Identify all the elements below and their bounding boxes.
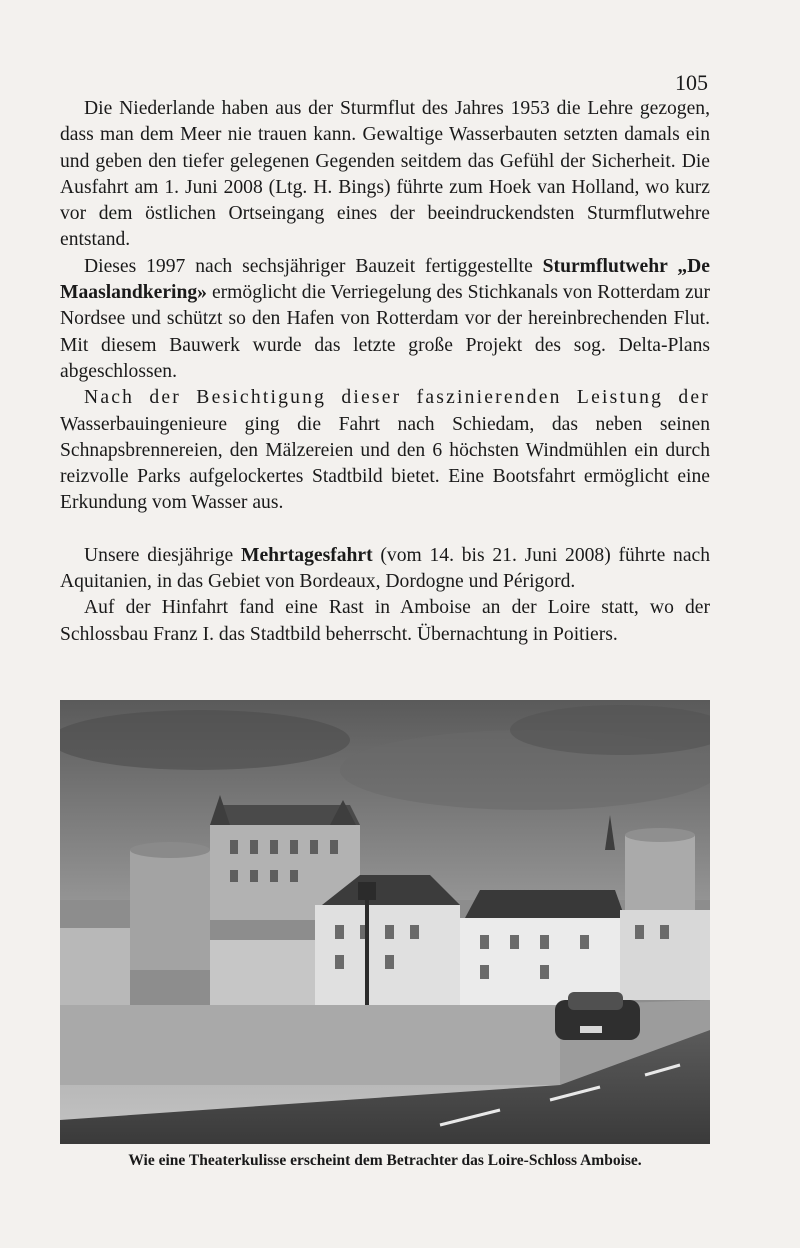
paragraph-maaslandkering-intro: Dieses 1997 nach sechsjähriger Bauzeit fertiggestellte xyxy=(84,255,543,277)
town-house xyxy=(60,928,130,1018)
mehrtagesfahrt-bold: Mehrtagesfahrt xyxy=(240,544,373,566)
paragraph-sturmflut-text: Die Niederlande haben aus der Sturmflut des Jahres 1953 die Lehre gezogen, dass man dem Meer nie trauen kann. Gewaltige Wasserbauten setzten damals ein und geben den tiefer gelegenen Gegenden seitdem das Gefühl der Sicherheit. Die Ausfahrt am 1. Juni 2008 (Ltg. H. Bings) führte zum Hoek van Holland, wo kurz vor dem östlichen Ortseingang eines der beeindruckendsten Sturmflutwehre entstand. xyxy=(60,98,710,251)
paragraph-maaslandkering xyxy=(60,254,710,385)
page-number: 105 xyxy=(675,70,708,95)
town-house xyxy=(620,910,710,1000)
paragraph-schiedam-rest: Wasserbauingenieure ging die Fahrt nach Schiedam, das neben seinen Schnapsbrennereien, den Mälzereien und den 6 höchsten Windmühlen ein durch reizvolle Parks aufgelockertes Stadtbild bietet. Eine Bootsfahrt ermöglicht eine Erkundung vom Wasser aus. xyxy=(60,413,710,514)
house-roof xyxy=(465,890,625,918)
paragraph-mehrtagesfahrt-intro: Unsere diesjährige xyxy=(84,544,241,566)
paragraph-amboise xyxy=(60,595,710,648)
paragraph-schiedam-spaced: Nach der Besichtigung dieser faszinierenden Leistung der xyxy=(84,387,710,409)
body-text xyxy=(60,96,710,648)
paragraph-schiedam xyxy=(60,385,710,516)
lamp-head xyxy=(358,882,376,900)
tower-top xyxy=(625,828,695,842)
amboise-photo-illustration xyxy=(60,700,710,1144)
bridge-parapet xyxy=(60,1005,560,1085)
maaslandkering-bold: Sturmflutwehr „De Maaslandkering» xyxy=(60,255,710,304)
paragraph-amboise-text: Auf der Hinfahrt fand eine Rast in Amboise an der Loire statt, wo der Schlossbau Franz I. das Stadtbild beherrscht. Übernachtung in Poitiers. xyxy=(60,597,710,645)
amboise-photo xyxy=(60,700,710,1144)
paragraph-sturmflut xyxy=(60,96,710,254)
photo-caption: Wie eine Theaterkulisse erscheint dem Betrachter das Loire-Schloss Amboise. xyxy=(128,1152,642,1169)
paragraph-maaslandkering-rest: ermöglicht die Verriegelung des Stichkanals von Rotterdam zur Nordsee und schützt so den Hafen von Rotterdam vor der hereinbrechenden Flut. Mit diesem Bauwerk wurde das letzte große Projekt des sog. Delta-Plans abgeschlossen. xyxy=(60,282,710,382)
round-tower-left xyxy=(130,850,210,970)
paragraph-mehrtagesfahrt-rest: (vom 14. bis 21. Juni 2008) führte nach Aquitanien, in das Gebiet von Bordeaux, Dordogne und Périgord. xyxy=(60,544,711,593)
paragraph-mehrtagesfahrt xyxy=(60,543,710,596)
street-lamp xyxy=(365,895,369,1015)
cloud xyxy=(60,710,350,770)
tower-top xyxy=(130,842,210,858)
